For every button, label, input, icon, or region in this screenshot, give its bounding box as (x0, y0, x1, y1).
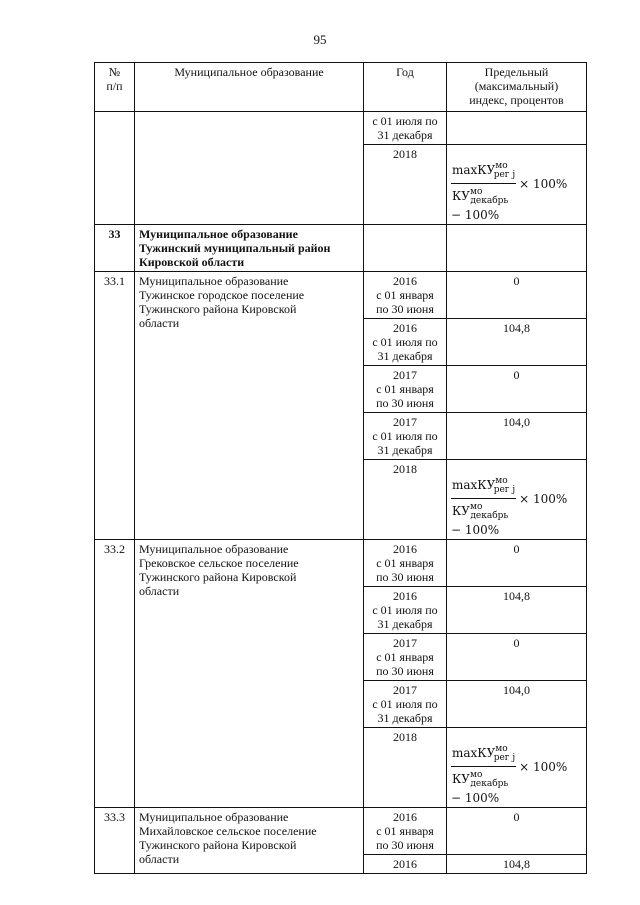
value-cell: 0 (447, 366, 587, 413)
index-formula (451, 474, 567, 537)
formula-denominator-sub: декабрь (470, 511, 509, 521)
year-cell: 2016 с 01 января по 30 июня (364, 808, 447, 855)
formula-tail: − 100% (451, 208, 500, 222)
formula-times: × 100% (519, 759, 568, 774)
value-cell: 104,0 (447, 413, 587, 460)
row-municipality: Муниципальное образование Тужинское городское поселение Тужинского района Кировской области (135, 272, 364, 540)
formula-denominator: КУ (452, 504, 470, 518)
header-year: Год (364, 63, 447, 112)
year-cell: 2016 с 01 июля по 31 декабря (364, 319, 447, 366)
formula-cell (447, 145, 587, 225)
header-index: Предельный (максимальный) индекс, процентов (447, 63, 587, 112)
year-cell: 2016 (364, 855, 447, 874)
page-number: 95 (313, 32, 327, 47)
formula-numerator-sup: мо (495, 744, 508, 754)
value-cell: 0 (447, 272, 587, 319)
formula-denominator-sup: мо (469, 770, 483, 780)
group-row (95, 225, 587, 272)
year-cell: 2018 (364, 145, 447, 225)
cont-municipality-cell (135, 112, 364, 225)
header-num: № п/п (95, 63, 135, 112)
formula-denominator-sub: декабрь (470, 196, 509, 206)
value-cell: 104,8 (447, 855, 587, 874)
index-formula (451, 159, 567, 222)
year-cell: 2016 с 01 июля по 31 декабря (364, 587, 447, 634)
group-year-cell (364, 225, 447, 272)
formula-numerator-sub: рег j (493, 753, 516, 763)
value-cell: 0 (447, 808, 587, 855)
table-row (95, 540, 587, 587)
formula-cell (447, 728, 587, 808)
year-cell: 2017 с 01 июля по 31 декабря (364, 413, 447, 460)
row-municipality: Муниципальное образование Михайловское сельское поселение Тужинского района Кировской области (135, 808, 364, 874)
table-row (95, 112, 587, 145)
header-municipality: Муниципальное образование (135, 63, 364, 112)
value-cell: 104,0 (447, 681, 587, 728)
year-cell: 2016 с 01 января по 30 июня (364, 540, 447, 587)
index-formula (451, 742, 567, 805)
year-cell: 2017 с 01 января по 30 июня (364, 366, 447, 413)
formula-numerator-sub: рег j (493, 170, 516, 180)
value-cell: 104,8 (447, 587, 587, 634)
formula-denominator-sup: мо (469, 187, 483, 197)
table-row (95, 272, 587, 319)
group-title: Муниципальное образование Тужинский муниципальный район Кировской области (135, 225, 364, 272)
year-cell: 2017 с 01 июля по 31 декабря (364, 681, 447, 728)
group-num: 33 (95, 225, 135, 272)
tariff-index-table (94, 62, 587, 874)
formula-tail: − 100% (451, 523, 500, 537)
formula-numerator-sup: мо (495, 161, 508, 171)
value-cell: 0 (447, 540, 587, 587)
table-row (95, 808, 587, 855)
year-cell: 2018 (364, 728, 447, 808)
row-num: 33.1 (95, 272, 135, 540)
cont-num-cell (95, 112, 135, 225)
year-cell: 2017 с 01 января по 30 июня (364, 634, 447, 681)
value-cell: 104,8 (447, 319, 587, 366)
value-cell (447, 112, 587, 145)
formula-cell (447, 460, 587, 540)
formula-denominator-sup: мо (469, 502, 483, 512)
value-cell: 0 (447, 634, 587, 681)
formula-denominator-sub: декабрь (470, 779, 509, 789)
group-value-cell (447, 225, 587, 272)
formula-times: × 100% (519, 176, 568, 191)
formula-tail: − 100% (451, 791, 500, 805)
formula-times: × 100% (519, 491, 568, 506)
year-cell: с 01 июля по 31 декабря (364, 112, 447, 145)
formula-numerator: maxКУ (452, 478, 496, 492)
row-num: 33.2 (95, 540, 135, 808)
year-cell: 2018 (364, 460, 447, 540)
row-num: 33.3 (95, 808, 135, 874)
formula-denominator: КУ (452, 772, 470, 786)
formula-numerator: maxКУ (452, 746, 496, 760)
table-header-row (95, 63, 587, 112)
formula-numerator-sup: мо (495, 476, 508, 486)
formula-denominator: КУ (452, 189, 470, 203)
year-cell: 2016 с 01 января по 30 июня (364, 272, 447, 319)
formula-numerator: maxКУ (452, 163, 496, 177)
formula-numerator-sub: рег j (493, 485, 516, 495)
row-municipality: Муниципальное образование Грековское сельское поселение Тужинского района Кировской области (135, 540, 364, 808)
